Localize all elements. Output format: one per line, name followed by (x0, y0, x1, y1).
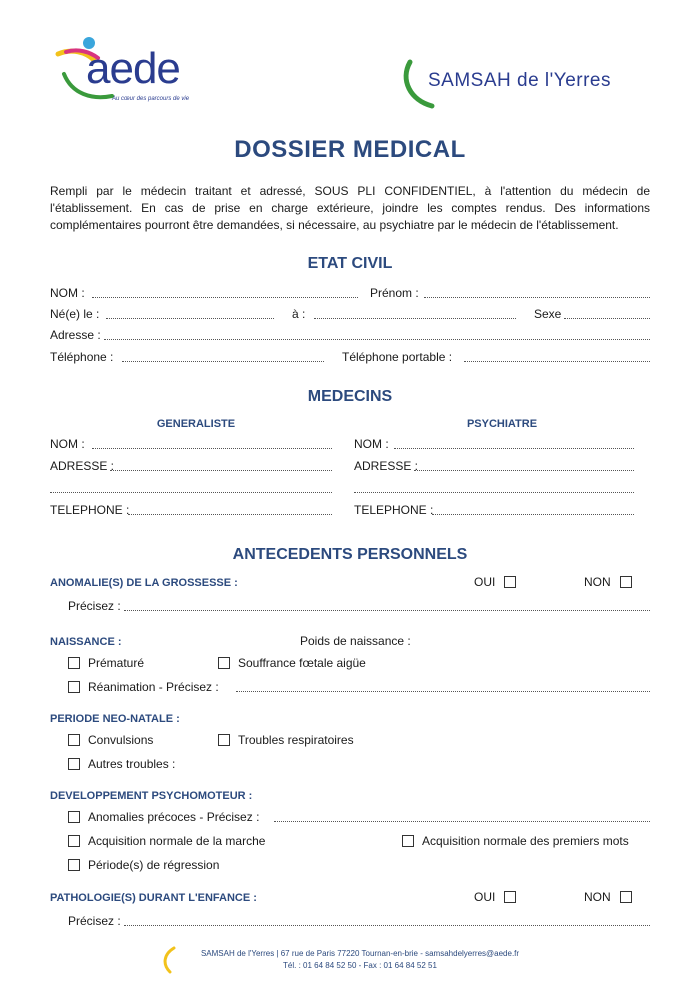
regression-checkbox[interactable] (68, 859, 80, 871)
etat-civil-heading: ETAT CIVIL (307, 255, 393, 272)
telephone-portable-field[interactable] (464, 361, 650, 362)
gen-telephone-label: TELEPHONE : (50, 503, 130, 517)
psychomoteur-label: DEVELOPPEMENT PSYCHOMOTEUR : (50, 790, 253, 802)
autres-troubles-label: Autres troubles : (88, 757, 176, 771)
enfance-label: PATHOLOGIE(S) DURANT L'ENFANCE : (50, 892, 257, 904)
enfance-non-label: NON (584, 890, 611, 904)
footer-contact: Tél. : 01 64 84 52 50 - Fax : 01 64 84 52 51 (283, 961, 437, 970)
convulsions-label: Convulsions (88, 733, 154, 747)
sexe-label: Sexe (534, 307, 562, 321)
grossesse-precisez-label: Précisez : (68, 599, 121, 613)
gen-nom-field[interactable] (92, 448, 332, 449)
nom-label: NOM : (50, 286, 85, 300)
troubles-resp-label: Troubles respiratoires (238, 733, 354, 747)
reanimation-field[interactable] (236, 691, 650, 692)
generaliste-heading: GENERALISTE (156, 418, 236, 430)
anomalies-precoces-checkbox[interactable] (68, 811, 80, 823)
prenom-label: Prénom : (370, 286, 419, 300)
reanimation-label: Réanimation - Précisez : (88, 680, 219, 694)
medecins-heading: MEDECINS (307, 388, 393, 405)
enfance-non-checkbox[interactable] (620, 891, 632, 903)
lieu-naissance-field[interactable] (314, 318, 516, 319)
gen-adresse-field-2[interactable] (50, 492, 332, 493)
enfance-precisez-field[interactable] (124, 925, 650, 926)
neo-natale-label: PERIODE NEO-NATALE : (50, 713, 180, 725)
grossesse-precisez-field[interactable] (124, 610, 650, 611)
psy-telephone-field[interactable] (432, 514, 634, 515)
regression-label: Période(s) de régression (88, 858, 220, 872)
acq-marche-label: Acquisition normale de la marche (88, 834, 266, 848)
gen-nom-label: NOM : (50, 437, 85, 451)
premature-checkbox[interactable] (68, 657, 80, 669)
psy-adresse-label: ADRESSE : (354, 459, 419, 473)
anomalies-precoces-field[interactable] (274, 821, 650, 822)
enfance-precisez-label: Précisez : (68, 914, 121, 928)
telephone-portable-label: Téléphone portable : (342, 350, 453, 364)
aede-logo-tagline: Au cœur des parcours de vie (112, 96, 190, 102)
reanimation-checkbox[interactable] (68, 681, 80, 693)
psy-nom-field[interactable] (394, 448, 634, 449)
gen-adresse-field[interactable] (110, 470, 332, 471)
gen-telephone-field[interactable] (128, 514, 332, 515)
telephone-label: Téléphone : (50, 350, 114, 364)
adresse-label: Adresse : (50, 328, 101, 342)
souffrance-checkbox[interactable] (218, 657, 230, 669)
psy-adresse-field-2[interactable] (354, 492, 634, 493)
ne-le-field[interactable] (106, 318, 274, 319)
nom-field[interactable] (92, 297, 358, 298)
psy-telephone-label: TELEPHONE : (354, 503, 434, 517)
autres-troubles-checkbox[interactable] (68, 758, 80, 770)
grossesse-label: ANOMALIE(S) DE LA GROSSESSE : (50, 577, 238, 589)
aede-logo (52, 34, 222, 110)
gen-adresse-label: ADRESSE : (50, 459, 115, 473)
prenom-field[interactable] (424, 297, 650, 298)
enfance-oui-label: OUI (474, 890, 496, 904)
samsah-logo-text: SAMSAH de l'Yerres (428, 70, 611, 91)
grossesse-oui-label: OUI (474, 575, 496, 589)
acq-mots-label: Acquisition normale des premiers mots (422, 834, 629, 848)
premature-label: Prématuré (88, 656, 145, 670)
acq-marche-checkbox[interactable] (68, 835, 80, 847)
troubles-resp-checkbox[interactable] (218, 734, 230, 746)
psy-nom-label: NOM : (354, 437, 389, 451)
naissance-label: NAISSANCE : (50, 636, 122, 648)
anomalies-precoces-label: Anomalies précoces - Précisez : (88, 810, 260, 824)
ne-le-label: Né(e) le : (50, 307, 100, 321)
adresse-field[interactable] (104, 339, 650, 340)
grossesse-non-checkbox[interactable] (620, 576, 632, 588)
page-title: DOSSIER MEDICAL (234, 136, 466, 163)
sexe-field[interactable] (564, 318, 650, 319)
a-label: à : (292, 307, 306, 321)
footer-address: SAMSAH de l'Yerres | 67 rue de Paris 77220 Tournan-en-brie - samsahdelyerres@aede.fr (200, 949, 520, 958)
intro-paragraph: Rempli par le médecin traitant et adressé, SOUS PLI CONFIDENTIEL, à l'attention du médecin de l'établissement. En cas de prise en charge extérieure, joindre les comptes rendus. Des informations complémentaires pourront être demandées, si nécessaire, au psychiatre par le médecin de l'établissement. (50, 184, 650, 232)
footer-swoosh-icon (160, 946, 182, 974)
convulsions-checkbox[interactable] (68, 734, 80, 746)
grossesse-oui-checkbox[interactable] (504, 576, 516, 588)
acq-mots-checkbox[interactable] (402, 835, 414, 847)
souffrance-label: Souffrance fœtale aigüe (238, 656, 366, 670)
enfance-oui-checkbox[interactable] (504, 891, 516, 903)
psy-adresse-field[interactable] (414, 470, 634, 471)
antecedents-heading: ANTECEDENTS PERSONNELS (232, 546, 468, 563)
psychiatre-heading: PSYCHIATRE (466, 418, 538, 430)
samsah-logo (400, 56, 650, 116)
telephone-field[interactable] (122, 361, 324, 362)
grossesse-non-label: NON (584, 575, 611, 589)
aede-logo-text: aede (86, 44, 180, 93)
poids-naissance-label: Poids de naissance : (300, 634, 411, 648)
